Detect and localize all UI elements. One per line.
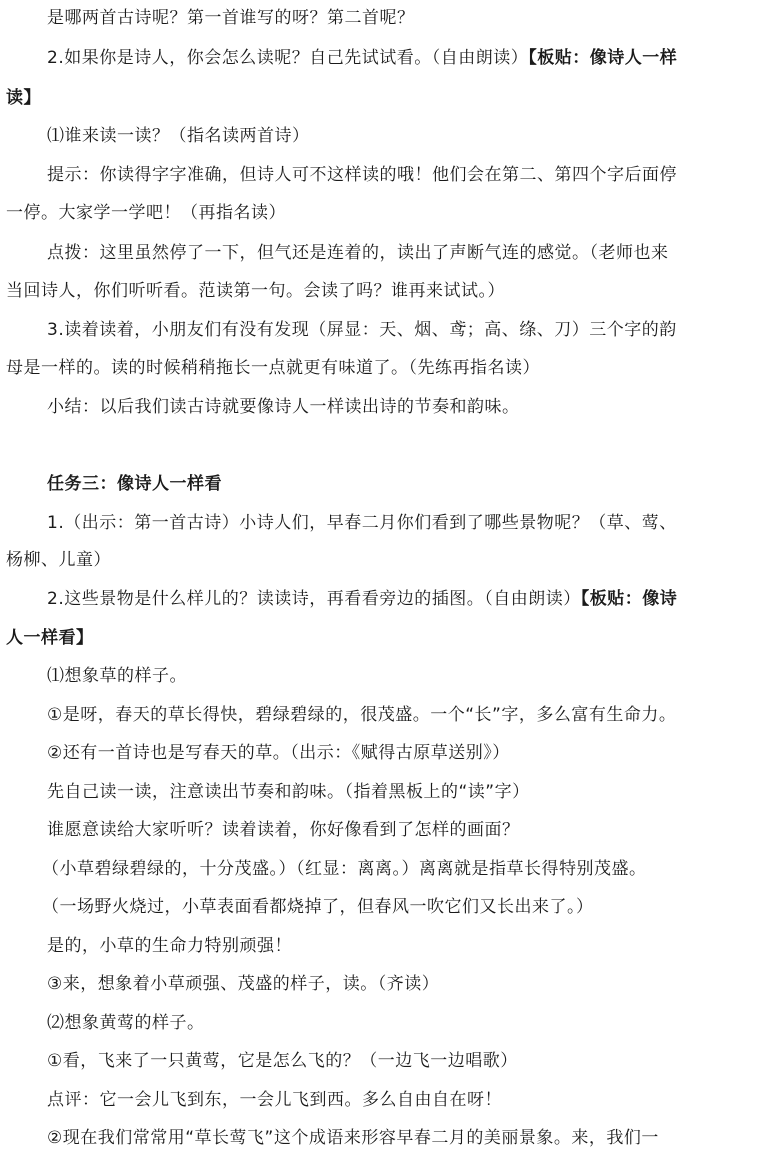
section-heading: 任务三：像诗人一样看 (47, 474, 222, 494)
text-line: 谁愿意读给大家听听？读着读着，你好像看到了怎样的画面？ (47, 820, 520, 840)
text-line: 小结：以后我们读古诗就要像诗人一样读出诗的节奏和韵味。 (47, 397, 520, 417)
text-line: 1.（出示：第一首古诗）小诗人们，早春二月你们看到了哪些景物呢？（草、莺、 (47, 513, 677, 533)
bold-text-run: 【板贴：像诗人一样 (528, 48, 678, 68)
text-run: 2.这些景物是什么样儿的？读读诗，再看看旁边的插图。（自由朗读） (47, 589, 581, 609)
text-line: 是哪两首古诗呢？第一首谁写的呀？第二首呢？ (47, 8, 415, 28)
text-line: 母是一样的。读的时候稍稍拖长一点就更有味道了。（先练再指名读） (6, 358, 540, 378)
bold-text-run: 【板贴：像诗 (580, 589, 678, 609)
text-line: ⑵想象黄莺的样子。 (47, 1013, 205, 1033)
text-line: 杨柳、儿童） (6, 550, 111, 570)
text-line: 一停。大家学一学吧！（再指名读） (6, 203, 286, 223)
text-line: （一场野火烧过，小草表面看都烧掉了，但春风一吹它们又长出来了。） (42, 897, 594, 917)
text-line: 点评：它一会儿飞到东，一会儿飞到西。多么自由自在呀！ (47, 1090, 502, 1110)
text-line: 读】 (6, 88, 41, 108)
text-line: 提示：你读得字字准确，但诗人可不这样读的哦！他们会在第二、第四个字后面停 (47, 165, 677, 185)
text-line: ②还有一首诗也是写春天的草。（出示：《赋得古原草送别》） (47, 743, 510, 763)
text-line: 先自己读一读，注意读出节奏和韵味。（指着黑板上的“读”字） (47, 782, 530, 802)
text-line: 人一样看】 (6, 628, 94, 648)
text-run: 2.如果你是诗人，你会怎么读呢？自己先试试看。（自由朗读） (47, 48, 529, 68)
text-line: ①是呀，春天的草长得快，碧绿碧绿的，很茂盛。一个“长”字，多么富有生命力。 (47, 705, 677, 725)
text-line (47, 587, 767, 611)
text-line: ③来，想象着小草顽强、茂盛的样子，读。（齐读） (47, 974, 440, 994)
text-line: （小草碧绿碧绿的，十分茂盛。）（红显：离离。）离离就是指草长得特别茂盛。 (42, 859, 647, 879)
text-line: ⑴谁来读一读？（指名读两首诗） (47, 126, 310, 146)
text-line: 点拨：这里虽然停了一下，但气还是连着的，读出了声断气连的感觉。（老师也来 (47, 243, 669, 263)
text-line: ②现在我们常常用“草长莺飞”这个成语来形容早春二月的美丽景象。来，我们一 (47, 1128, 659, 1148)
text-line: ①看，飞来了一只黄莺，它是怎么飞的？（一边飞一边唱歌） (47, 1051, 518, 1071)
text-line: 3.读着读着，小朋友们有没有发现（屏显：天、烟、鸢；高、绦、刀）三个字的韵 (47, 320, 677, 340)
text-line (47, 46, 767, 70)
text-line: 是的，小草的生命力特别顽强！ (47, 936, 292, 956)
text-line: ⑴想象草的样子。 (47, 666, 187, 686)
text-line: 当回诗人，你们听听看。范读第一句。会读了吗？谁再来试试。） (6, 281, 505, 301)
